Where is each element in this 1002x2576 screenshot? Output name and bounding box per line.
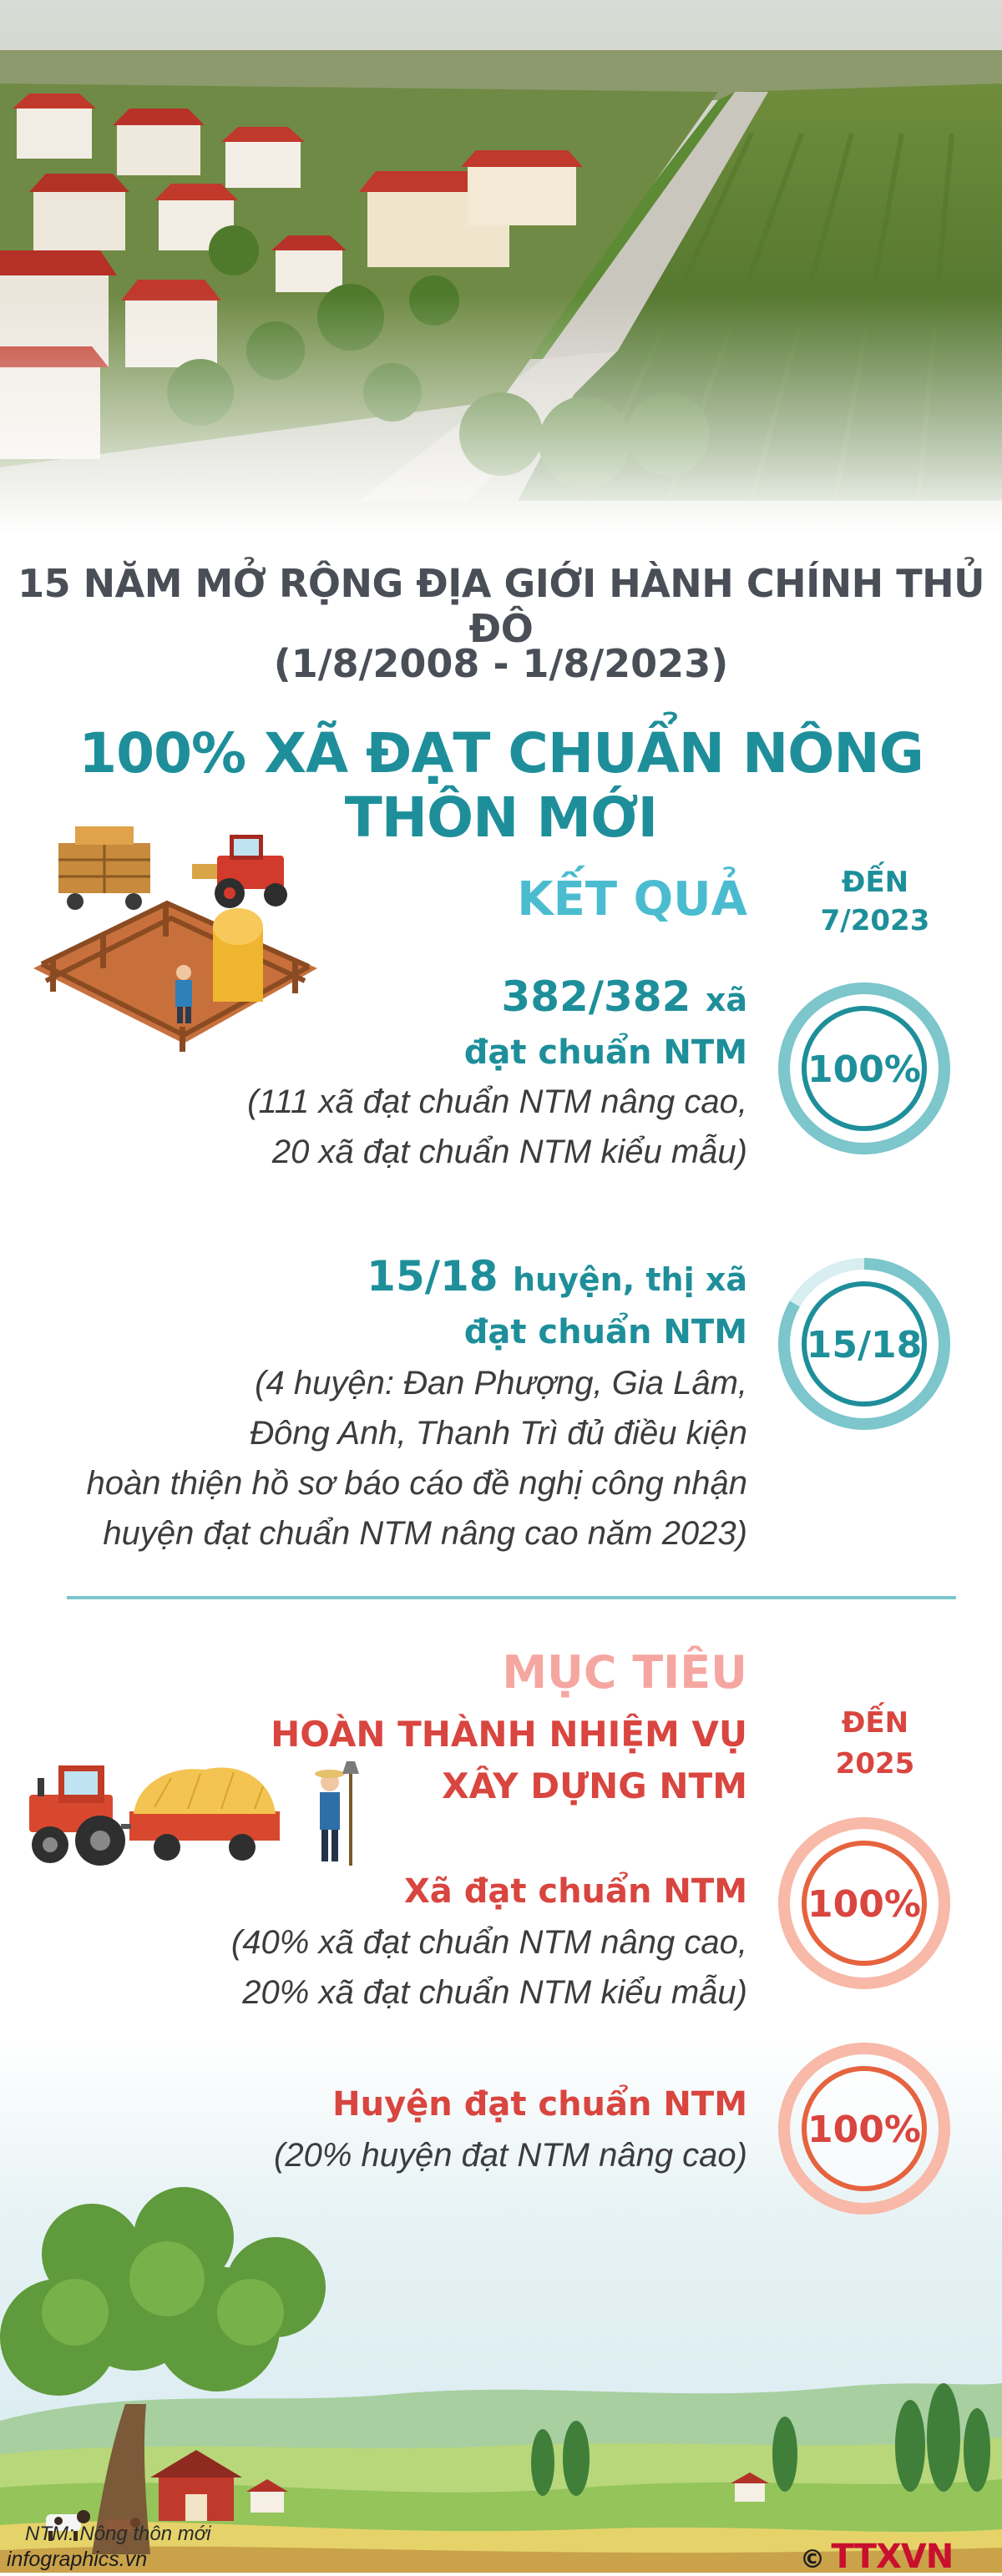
section-divider: [67, 1596, 956, 1599]
website-link[interactable]: infographics.vn: [7, 2548, 148, 2571]
hero-town-photo: [0, 0, 1002, 534]
results-period-line2: 7/2023: [820, 903, 930, 937]
communes-result-ring: [772, 977, 956, 1160]
tractor-hay-illustration: [21, 1749, 372, 1874]
communes-goal-title: Xã đạt chuẩn NTM: [403, 1872, 747, 1911]
districts-goal-ring-label: 100%: [807, 2109, 921, 2151]
communes-result-unit: xã: [705, 982, 747, 1018]
communes-goal-ring-label: 100%: [807, 1883, 921, 1926]
districts-goal-title: Huyện đạt chuẩn NTM: [332, 2085, 747, 2124]
goals-period-line1: ĐẾN: [841, 1706, 909, 1740]
communes-result-line2: đạt chuẩn NTM: [463, 1033, 747, 1072]
goals-heading-line2: XÂY DỰNG NTM: [442, 1765, 747, 1806]
goals-period: [792, 1703, 959, 1786]
districts-result-note4: huyện đạt chuẩn NTM nâng cao năm 2023): [103, 1515, 747, 1552]
communes-result-note1: (111 xã đạt chuẩn NTM nâng cao,: [247, 1083, 747, 1120]
districts-result-note2: Đông Anh, Thanh Trì đủ điều kiện: [250, 1415, 747, 1452]
districts-goal-ring: [772, 2037, 956, 2220]
districts-result-line2: đạt chuẩn NTM: [463, 1313, 747, 1351]
communes-goal-note1: (40% xã đạt chuẩn NTM nâng cao,: [230, 1924, 747, 1961]
districts-result-unit: huyện, thị xã: [513, 1261, 747, 1298]
communes-goal-ring: [772, 1811, 956, 1995]
footnote: NTM: Nông thôn mới: [25, 2523, 211, 2545]
communes-result-ring-label: 100%: [807, 1048, 921, 1091]
communes-goal-note2: 20% xã đạt chuẩn NTM kiểu mẫu): [242, 1974, 747, 2011]
headline: 100% XÃ ĐẠT CHUẨN NÔNG THÔN MỚI: [78, 721, 924, 850]
page-title: 15 NĂM MỞ RỘNG ĐỊA GIỚI HÀNH CHÍNH THỦ ĐÔ: [18, 561, 984, 651]
districts-result-number: 15/18: [367, 1252, 498, 1301]
results-period-line1: ĐẾN: [841, 866, 909, 899]
districts-goal-note1: (20% huyện đạt NTM nâng cao): [274, 2137, 747, 2174]
districts-result-note1: (4 huyện: Đan Phượng, Gia Lâm,: [255, 1365, 747, 1402]
copyright-symbol: ©: [800, 2545, 824, 2574]
results-period: [792, 864, 959, 941]
goals-heading-line1: HOÀN THÀNH NHIỆM VỤ: [271, 1714, 747, 1755]
communes-result-note2: 20 xã đạt chuẩn NTM kiểu mẫu): [271, 1134, 747, 1170]
goals-period-line2: 2025: [835, 1747, 915, 1781]
results-label: KẾT QUẢ: [517, 872, 747, 927]
districts-result-value: [367, 1252, 747, 1301]
ttxvn-logo: [800, 2538, 953, 2576]
districts-result-ring-label: 15/18: [806, 1324, 923, 1366]
farm-pen-illustration: [25, 826, 326, 1052]
period-subtitle: (1/8/2008 - 1/8/2023): [273, 641, 729, 686]
goals-label: MỤC TIÊU: [502, 1646, 747, 1699]
logo-text: TTXVN: [831, 2538, 954, 2576]
communes-result-number: 382/382: [501, 972, 691, 1021]
districts-result-note3: hoàn thiện hồ sơ báo cáo đề nghị công nhận: [86, 1465, 747, 1502]
communes-result-value: [501, 972, 747, 1021]
districts-result-ring: [772, 1252, 956, 1436]
